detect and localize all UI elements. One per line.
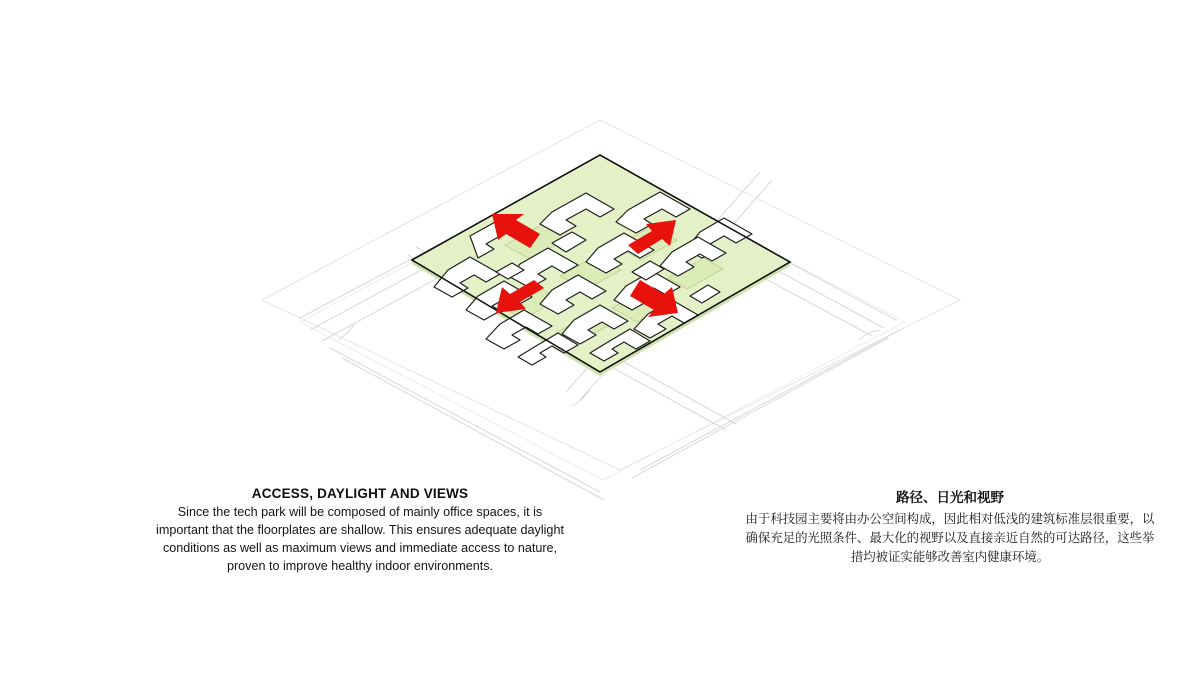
caption-chinese-title: 路径、日光和视野 [896, 490, 1004, 505]
caption-row [0, 486, 1200, 596]
caption-chinese-body: 由于科技园主要将由办公空间构成，因此相对低浅的建筑标准层很重要，以确保充足的光照条件、最大化的视野以及直接亲近自然的可达路径，这些举措均被证实能够改善室内健康环境。 [745, 512, 1155, 565]
caption-english-title: ACCESS, DAYLIGHT AND VIEWS [251, 486, 469, 501]
caption-english-body: Since the tech park will be composed of mainly office spaces, it is important that the floorplates are shallow. This ensures adequate daylight conditions as well as maximum views and immediate access to nature, proven to improve healthy indoor environments. [156, 505, 564, 573]
caption-chinese [740, 486, 1160, 568]
caption-english [150, 486, 570, 576]
